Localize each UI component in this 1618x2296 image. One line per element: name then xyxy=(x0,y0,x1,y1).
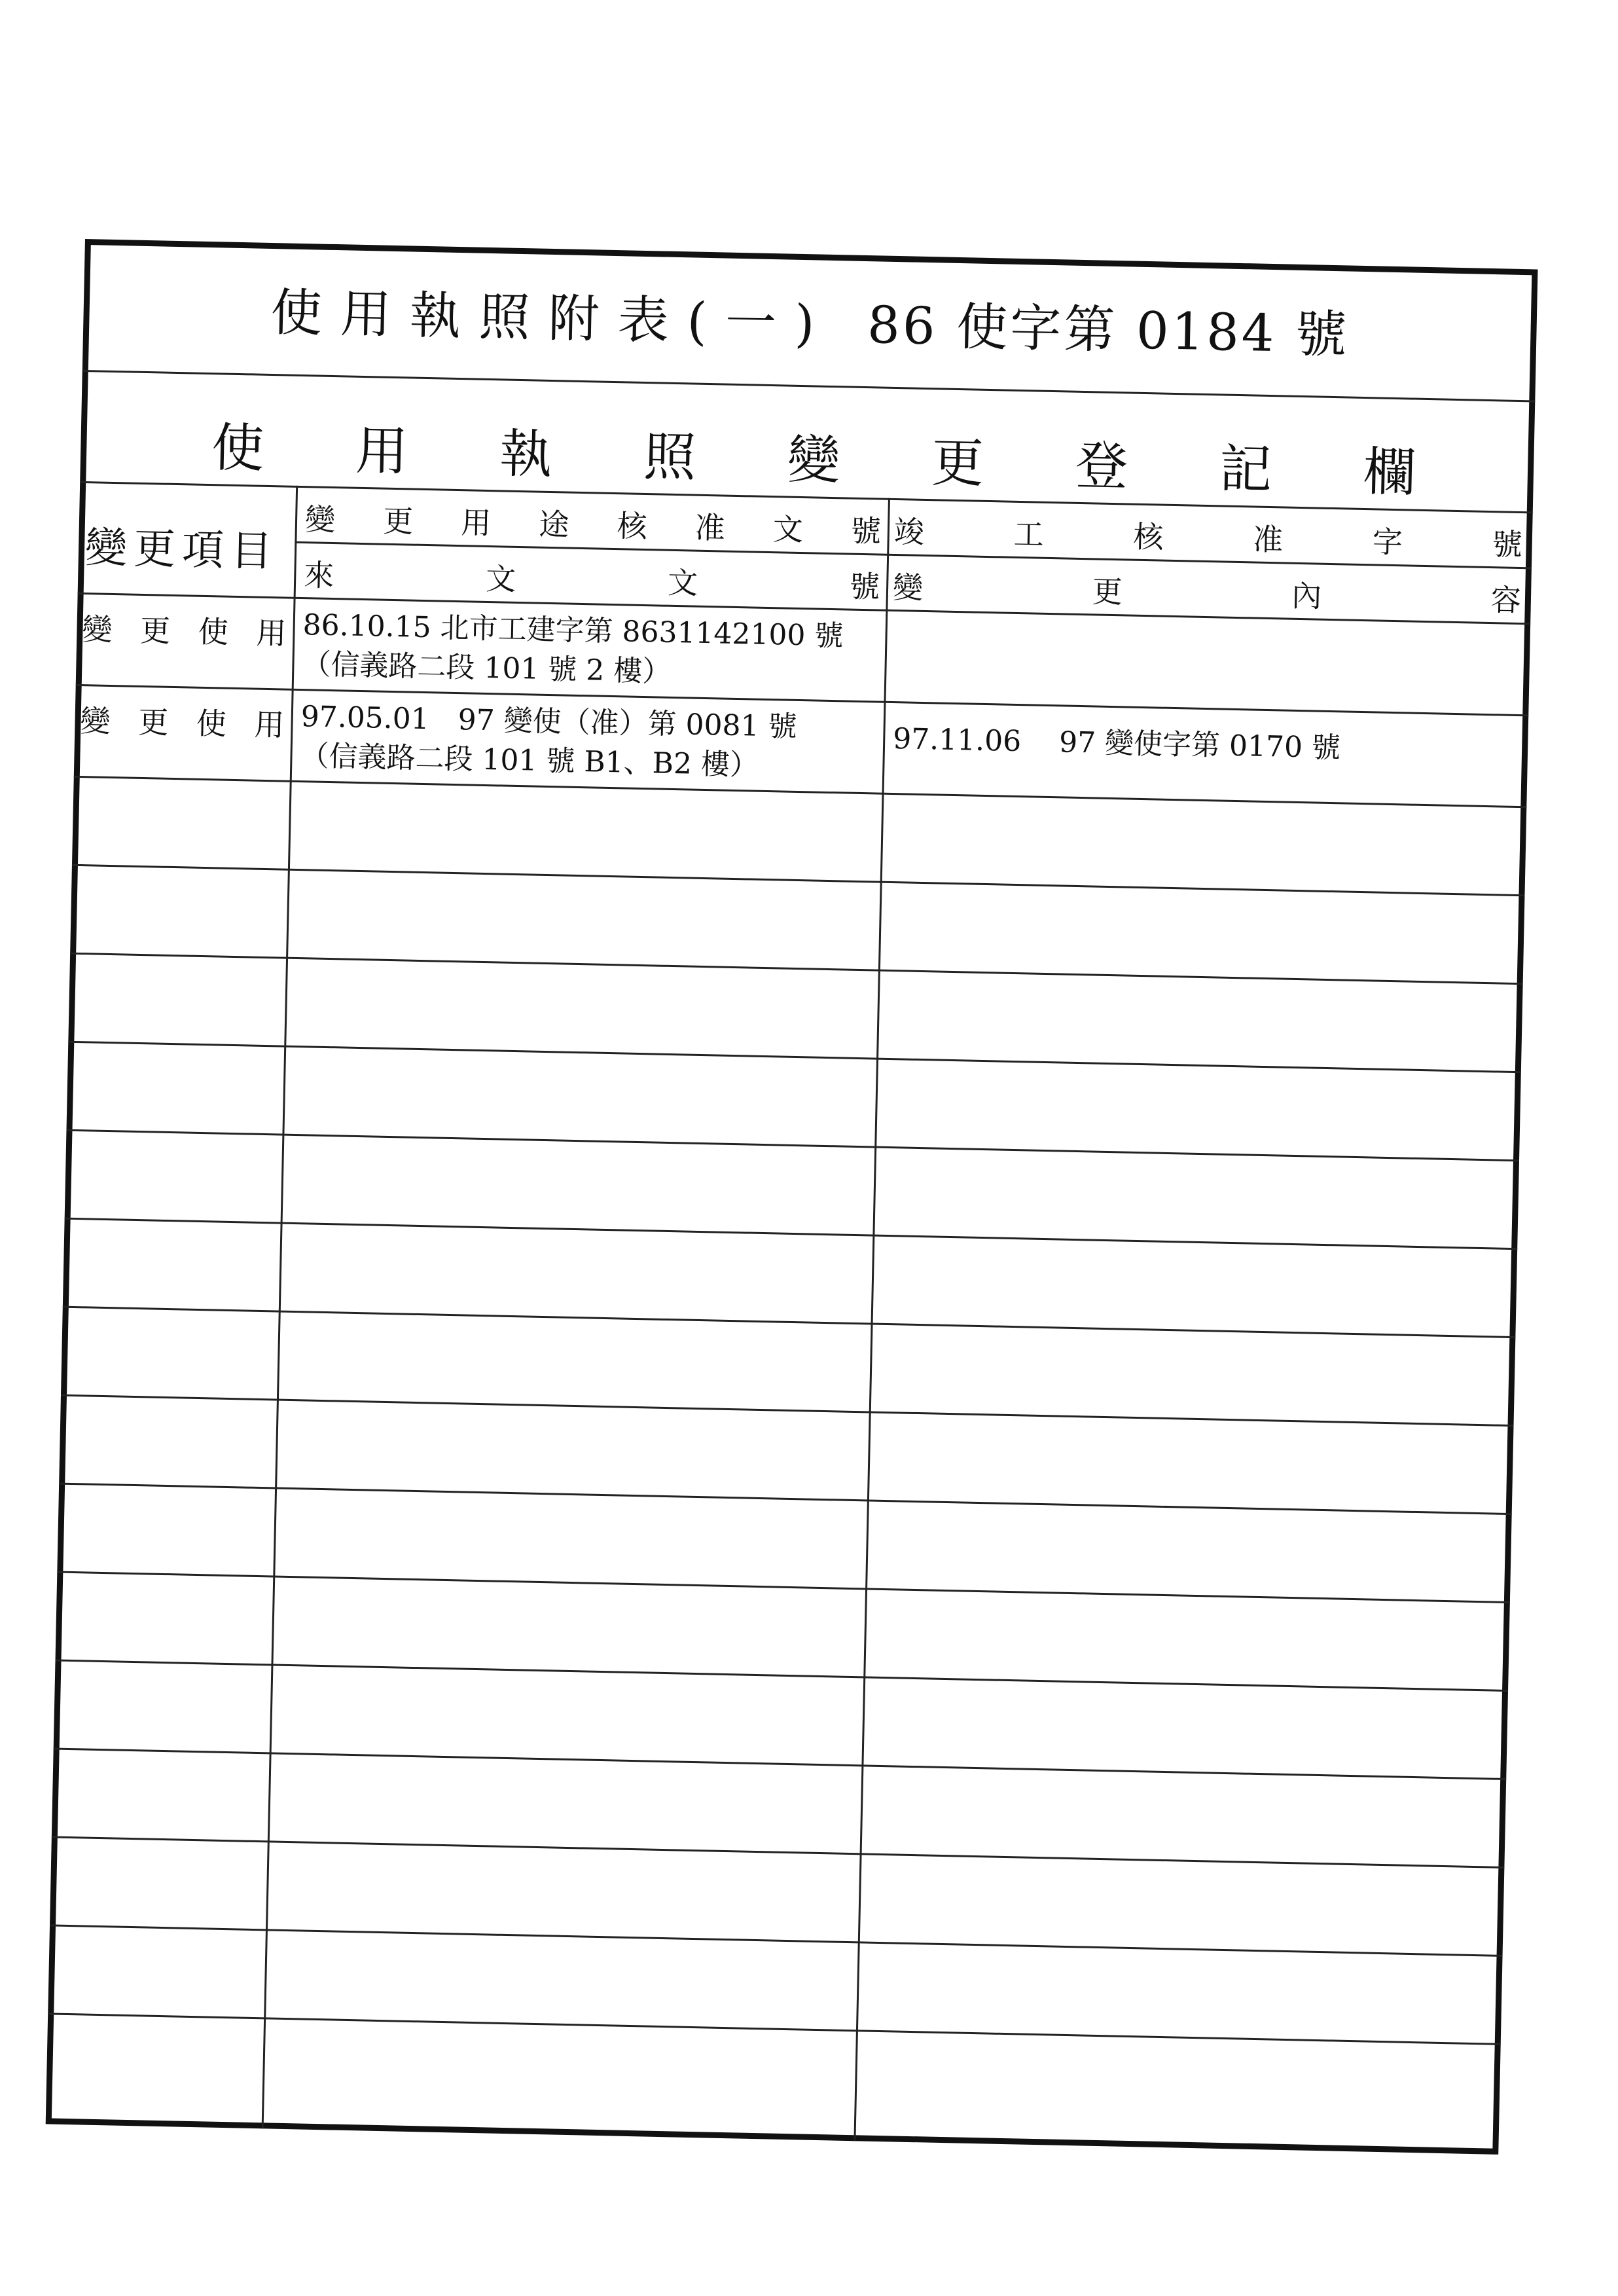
item-char: 使 xyxy=(198,613,229,650)
header-char: 文 xyxy=(772,511,804,548)
subtitle-char: 更 xyxy=(931,432,985,494)
title-prefix: 使用執照附表(一) xyxy=(270,283,834,354)
header-char: 文 xyxy=(667,564,698,601)
subtitle-char: 使 xyxy=(211,417,265,479)
header-char: 來 xyxy=(303,557,334,594)
header-char: 准 xyxy=(694,509,726,546)
item-char: 變 xyxy=(80,703,111,739)
header-char: 途 xyxy=(538,506,570,543)
row-2-doc-line2: （信義路二段 101 號 B1、B2 樓） xyxy=(300,739,759,782)
license-appendix-sheet xyxy=(46,239,1538,2155)
subtitle-char: 用 xyxy=(355,420,409,483)
row-1-item xyxy=(82,606,287,653)
item-char: 使 xyxy=(196,705,227,742)
subtitle-char: 記 xyxy=(1219,438,1272,501)
header-char: 更 xyxy=(1092,574,1123,610)
header-char: 更 xyxy=(382,503,414,539)
header-char: 核 xyxy=(1132,519,1164,555)
subtitle-char: 變 xyxy=(787,429,841,492)
header-char: 變 xyxy=(892,569,924,606)
header-change-item: 變更項目 xyxy=(84,524,279,577)
subtitle-char: 欄 xyxy=(1363,441,1416,503)
header-char: 容 xyxy=(1490,582,1522,619)
header-char: 號 xyxy=(850,513,882,549)
item-char: 用 xyxy=(255,615,287,651)
header-char: 號 xyxy=(1492,526,1523,563)
row-2-completion-no: 97.11.06 97 變使字第 0170 號 xyxy=(892,722,1341,765)
subtitle-char: 登 xyxy=(1075,435,1129,498)
row-2-item xyxy=(80,697,285,745)
header-char: 變 xyxy=(304,501,336,538)
row-1-doc-line2: （信義路二段 101 號 2 樓） xyxy=(301,647,672,689)
header-char: 用 xyxy=(460,505,492,541)
item-char: 更 xyxy=(139,612,171,649)
header-char: 竣 xyxy=(893,513,925,550)
header-char: 工 xyxy=(1013,516,1045,553)
subtitle-char: 執 xyxy=(499,423,553,485)
item-char: 變 xyxy=(81,611,113,647)
row-1-doc-line1: 86.10.15 北市工建字第 8631142100 號 xyxy=(302,608,844,653)
header-char: 准 xyxy=(1252,521,1284,558)
header-char: 文 xyxy=(485,560,516,597)
header-char: 核 xyxy=(617,508,648,545)
item-char: 更 xyxy=(137,704,169,740)
header-char: 內 xyxy=(1291,577,1322,614)
header-char: 號 xyxy=(849,568,880,605)
item-char: 用 xyxy=(253,706,285,743)
page-title xyxy=(270,272,1350,367)
row-2-doc-line1: 97.05.01 97 變使（准）第 0081 號 xyxy=(300,700,798,744)
subtitle-char: 照 xyxy=(643,426,697,488)
header-char: 字 xyxy=(1372,524,1403,560)
license-number: 86 使字第 0184 號 xyxy=(867,296,1350,365)
